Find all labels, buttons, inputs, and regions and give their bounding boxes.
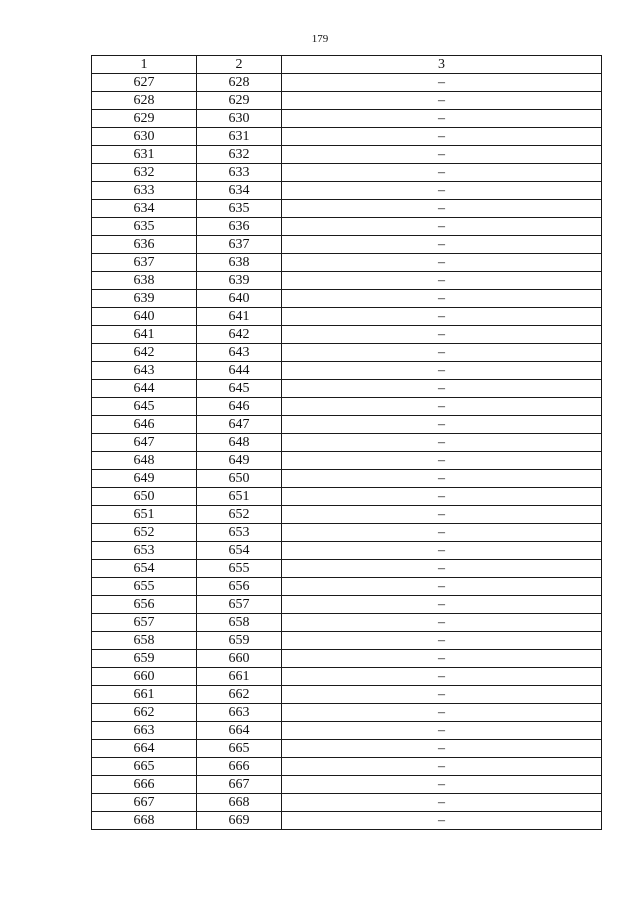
table-row (92, 218, 602, 236)
table-cell-col3: – (282, 452, 602, 470)
table-cell-col2: 646 (197, 398, 282, 416)
table-cell-col2: 631 (197, 128, 282, 146)
table-cell-col1: 632 (92, 164, 197, 182)
table-cell-col3: – (282, 362, 602, 380)
table-body (92, 74, 602, 830)
table-cell-col3: – (282, 614, 602, 632)
table-cell-col1: 657 (92, 614, 197, 632)
table-cell-col3: – (282, 470, 602, 488)
table-cell-col3: – (282, 434, 602, 452)
table-cell-col2: 639 (197, 272, 282, 290)
table-cell-col3: – (282, 524, 602, 542)
column-header-2: 2 (197, 56, 282, 74)
table-cell-col1: 631 (92, 146, 197, 164)
table-cell-col3: – (282, 506, 602, 524)
table-cell-col3: – (282, 632, 602, 650)
table-cell-col1: 651 (92, 506, 197, 524)
table-cell-col3: – (282, 92, 602, 110)
table-row (92, 578, 602, 596)
table-cell-col2: 649 (197, 452, 282, 470)
table-row (92, 146, 602, 164)
table-cell-col1: 662 (92, 704, 197, 722)
table-cell-col1: 633 (92, 182, 197, 200)
table-cell-col1: 648 (92, 452, 197, 470)
table-cell-col2: 638 (197, 254, 282, 272)
table-cell-col1: 639 (92, 290, 197, 308)
table-cell-col3: – (282, 326, 602, 344)
table-row (92, 416, 602, 434)
table-cell-col2: 661 (197, 668, 282, 686)
table-row (92, 128, 602, 146)
table-cell-col2: 667 (197, 776, 282, 794)
table-cell-col3: – (282, 704, 602, 722)
table-cell-col2: 654 (197, 542, 282, 560)
table-row (92, 758, 602, 776)
table-cell-col2: 651 (197, 488, 282, 506)
table-cell-col1: 663 (92, 722, 197, 740)
table-cell-col2: 648 (197, 434, 282, 452)
table-cell-col2: 632 (197, 146, 282, 164)
table-cell-col3: – (282, 686, 602, 704)
table-cell-col1: 641 (92, 326, 197, 344)
table-cell-col1: 638 (92, 272, 197, 290)
table-cell-col3: – (282, 758, 602, 776)
page-number: 179 (311, 33, 329, 45)
table-cell-col3: – (282, 128, 602, 146)
table-cell-col1: 653 (92, 542, 197, 560)
table-cell-col3: – (282, 722, 602, 740)
table-cell-col2: 665 (197, 740, 282, 758)
table-row (92, 344, 602, 362)
table-cell-col2: 643 (197, 344, 282, 362)
table-cell-col1: 666 (92, 776, 197, 794)
table-cell-col1: 640 (92, 308, 197, 326)
table-cell-col1: 654 (92, 560, 197, 578)
table-cell-col3: – (282, 578, 602, 596)
table-row (92, 614, 602, 632)
table-cell-col1: 635 (92, 218, 197, 236)
table-row (92, 470, 602, 488)
table-cell-col2: 640 (197, 290, 282, 308)
table-cell-col3: – (282, 200, 602, 218)
table-row (92, 74, 602, 92)
table-cell-col2: 666 (197, 758, 282, 776)
table-row (92, 506, 602, 524)
table-row (92, 308, 602, 326)
table-cell-col1: 655 (92, 578, 197, 596)
table-cell-col2: 657 (197, 596, 282, 614)
column-header-3: 3 (282, 56, 602, 74)
table-cell-col2: 662 (197, 686, 282, 704)
table-cell-col2: 650 (197, 470, 282, 488)
table-row (92, 452, 602, 470)
table-cell-col1: 647 (92, 434, 197, 452)
table-row (92, 488, 602, 506)
table-row (92, 272, 602, 290)
table-cell-col1: 645 (92, 398, 197, 416)
table-cell-col2: 634 (197, 182, 282, 200)
table-row (92, 110, 602, 128)
table-cell-col2: 655 (197, 560, 282, 578)
table-cell-col3: – (282, 236, 602, 254)
table-cell-col3: – (282, 74, 602, 92)
table-row (92, 596, 602, 614)
table-cell-col2: 647 (197, 416, 282, 434)
table-row (92, 92, 602, 110)
table-cell-col3: – (282, 560, 602, 578)
table-row (92, 164, 602, 182)
table-cell-col3: – (282, 146, 602, 164)
table-cell-col3: – (282, 290, 602, 308)
table-cell-col3: – (282, 812, 602, 830)
table-cell-col1: 658 (92, 632, 197, 650)
table-cell-col1: 668 (92, 812, 197, 830)
table-row (92, 362, 602, 380)
table-cell-col3: – (282, 218, 602, 236)
table-cell-col1: 642 (92, 344, 197, 362)
table-cell-col3: – (282, 794, 602, 812)
table-cell-col1: 664 (92, 740, 197, 758)
table-cell-col3: – (282, 272, 602, 290)
table-cell-col1: 659 (92, 650, 197, 668)
table-cell-col3: – (282, 254, 602, 272)
table-row (92, 740, 602, 758)
table-cell-col1: 656 (92, 596, 197, 614)
table-cell-col2: 633 (197, 164, 282, 182)
table-cell-col2: 642 (197, 326, 282, 344)
table-cell-col3: – (282, 416, 602, 434)
table-cell-col1: 652 (92, 524, 197, 542)
table-row (92, 254, 602, 272)
table-cell-col3: – (282, 668, 602, 686)
table-cell-col1: 665 (92, 758, 197, 776)
table-row (92, 434, 602, 452)
table-cell-col2: 669 (197, 812, 282, 830)
table-cell-col1: 630 (92, 128, 197, 146)
table-cell-col2: 659 (197, 632, 282, 650)
table-header-row (92, 56, 602, 74)
table-cell-col1: 644 (92, 380, 197, 398)
table-cell-col2: 628 (197, 74, 282, 92)
table-row (92, 722, 602, 740)
table-row (92, 236, 602, 254)
table-cell-col2: 641 (197, 308, 282, 326)
table-cell-col1: 629 (92, 110, 197, 128)
data-table (91, 55, 602, 830)
table-row (92, 398, 602, 416)
table-row (92, 560, 602, 578)
table-cell-col1: 628 (92, 92, 197, 110)
table-cell-col1: 627 (92, 74, 197, 92)
table-cell-col2: 630 (197, 110, 282, 128)
table-cell-col2: 645 (197, 380, 282, 398)
table-cell-col3: – (282, 308, 602, 326)
table-cell-col1: 661 (92, 686, 197, 704)
table-cell-col3: – (282, 596, 602, 614)
table-row (92, 704, 602, 722)
table-cell-col2: 660 (197, 650, 282, 668)
table-row (92, 632, 602, 650)
table-cell-col2: 629 (197, 92, 282, 110)
table-cell-col3: – (282, 110, 602, 128)
table-row (92, 668, 602, 686)
table-row (92, 794, 602, 812)
table-row (92, 380, 602, 398)
table-cell-col3: – (282, 740, 602, 758)
table-cell-col3: – (282, 380, 602, 398)
table-cell-col2: 658 (197, 614, 282, 632)
table-cell-col1: 637 (92, 254, 197, 272)
table-cell-col3: – (282, 542, 602, 560)
table-cell-col3: – (282, 344, 602, 362)
table-cell-col2: 644 (197, 362, 282, 380)
table-cell-col1: 636 (92, 236, 197, 254)
table-cell-col2: 635 (197, 200, 282, 218)
table-cell-col3: – (282, 398, 602, 416)
table-cell-col1: 649 (92, 470, 197, 488)
table-cell-col1: 660 (92, 668, 197, 686)
table-cell-col1: 646 (92, 416, 197, 434)
table-cell-col2: 668 (197, 794, 282, 812)
table-row (92, 650, 602, 668)
table-row (92, 542, 602, 560)
table-cell-col2: 656 (197, 578, 282, 596)
table-cell-col3: – (282, 182, 602, 200)
table-cell-col3: – (282, 650, 602, 668)
table-cell-col1: 634 (92, 200, 197, 218)
table-cell-col2: 664 (197, 722, 282, 740)
table-cell-col3: – (282, 164, 602, 182)
table-cell-col2: 653 (197, 524, 282, 542)
column-header-1: 1 (92, 56, 197, 74)
table-cell-col3: – (282, 776, 602, 794)
table-cell-col3: – (282, 488, 602, 506)
table-row (92, 326, 602, 344)
table-row (92, 776, 602, 794)
table-cell-col2: 663 (197, 704, 282, 722)
table-row (92, 200, 602, 218)
table-cell-col2: 637 (197, 236, 282, 254)
table-row (92, 182, 602, 200)
table-cell-col1: 643 (92, 362, 197, 380)
table-cell-col2: 652 (197, 506, 282, 524)
table-row (92, 686, 602, 704)
table-cell-col1: 667 (92, 794, 197, 812)
table-cell-col2: 636 (197, 218, 282, 236)
table-row (92, 290, 602, 308)
table-cell-col1: 650 (92, 488, 197, 506)
table-row (92, 812, 602, 830)
table-row (92, 524, 602, 542)
